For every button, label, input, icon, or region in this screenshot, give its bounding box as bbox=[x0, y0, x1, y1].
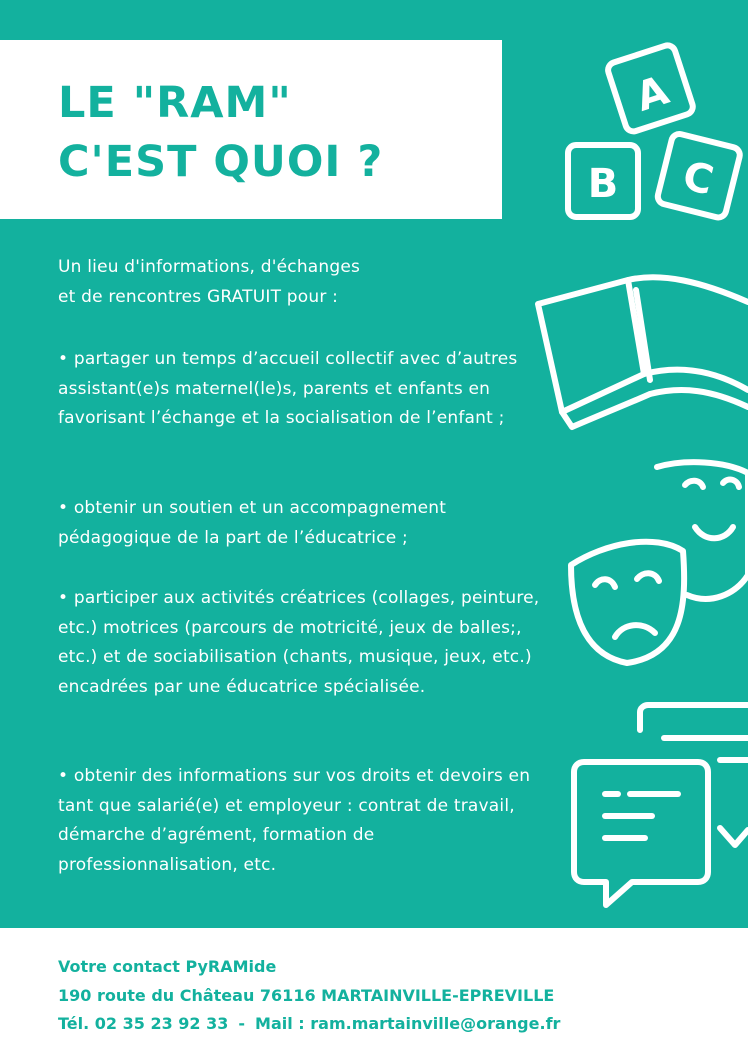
abc-blocks-icon bbox=[560, 30, 748, 225]
page-title-line-1: LE "RAM" bbox=[58, 78, 292, 128]
title-box bbox=[0, 40, 502, 219]
bullet-item: • obtenir des informations sur vos droits et devoirs en tant que salarié(e) et employeur : contrat de travail, démarche d’agrément, formation de professionnalisation, etc. bbox=[58, 766, 531, 875]
bullet-item: • participer aux activités créatrices (collages, peinture, etc.) motrices (parcours de motricité, jeux de balles;, etc.) et de sociabilisation (chants, musique, jeux, etc.) encadrées par une éducatrice spécialisée. bbox=[58, 588, 540, 697]
footer-separator: - bbox=[238, 1014, 246, 1033]
bullet-item: • partager un temps d’accueil collectif avec d’autres assistant(e)s maternel(le)s, parents et enfants en favorisant l’échange et la socialisation de l’enfant ; bbox=[58, 349, 518, 428]
bullet-item: • obtenir un soutien et un accompagnement pédagogique de la part de l’éducatrice ; bbox=[58, 498, 447, 548]
block-letter-b: B bbox=[587, 161, 619, 207]
footer-phone: Tél. 02 35 23 92 33 bbox=[58, 1014, 229, 1033]
theater-masks-icon bbox=[565, 455, 748, 675]
chat-bubbles-icon bbox=[570, 700, 748, 910]
footer-contact-line bbox=[58, 1016, 560, 1032]
page-title-line-2: C'EST QUOI ? bbox=[58, 137, 384, 187]
block-letter-c: C bbox=[678, 152, 718, 205]
footer-contact: Votre contact PyRAMide bbox=[58, 957, 277, 976]
open-book-icon bbox=[532, 262, 748, 442]
footer-mail: Mail : ram.martainville@orange.fr bbox=[255, 1014, 561, 1033]
footer-address: 190 route du Château 76116 MARTAINVILLE-EPREVILLE bbox=[58, 986, 555, 1005]
block-letter-a: A bbox=[630, 67, 675, 121]
intro-paragraph bbox=[58, 253, 478, 312]
intro-line-2: et de rencontres GRATUIT pour : bbox=[58, 286, 339, 307]
intro-line-1: Un lieu d'informations, d'échanges bbox=[58, 257, 361, 277]
